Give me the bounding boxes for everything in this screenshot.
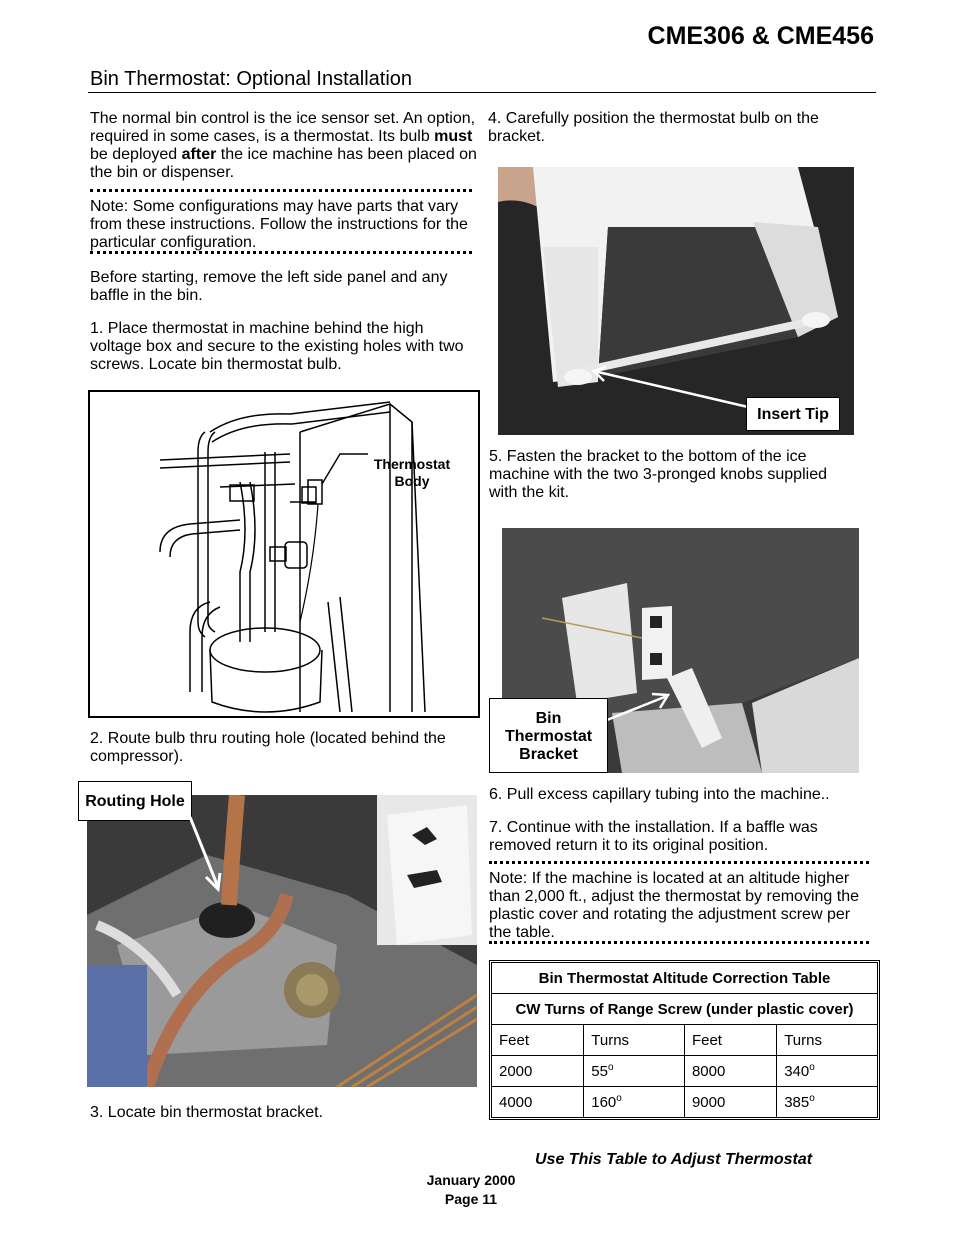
table-title: Bin Thermostat Altitude Correction Table [492,963,878,994]
step-5: 5. Fasten the bracket to the bottom of the ice machine with the two 3-pronged knobs supplied with the kit. [489,448,827,501]
table-row [492,1056,878,1087]
altitude-note: Note: If the machine is located at an altitude higher than 2,000 ft., adjust the thermostat by removing the plastic cover and rotating the adjustment screw per the table. [489,870,859,941]
step-2: 2. Route bulb thru routing hole (located behind the compressor). [90,730,446,765]
dotted-divider [90,251,472,254]
table-subtitle: CW Turns of Range Screw (under plastic cover) [492,994,878,1025]
routing-hole-label: Routing Hole [78,781,192,821]
table-cell: 55$^o$ [584,1056,685,1087]
dotted-divider [489,861,869,864]
dotted-divider [90,189,472,192]
routing-hole-photo [87,795,477,1087]
step-6: 6. Pull excess capillary tubing into the machine.. [489,786,830,803]
step-3: 3. Locate bin thermostat bracket. [90,1104,324,1121]
table-cell: 9000 [684,1087,776,1118]
thermostat-body-label-line2: Body [394,473,430,489]
header-turns: Turns [777,1025,878,1056]
dotted-divider [489,941,869,944]
thermostat-body-label-line1: Thermostat [373,456,451,472]
table-cell: 4000 [492,1087,584,1118]
bin-thermostat-bracket-label-line3: Bracket [519,746,578,763]
insert-tip-label: Insert Tip [746,397,840,431]
note-paragraph: Note: Some configurations may have parts that vary from these instructions. Follow the instructions for the particular configuration. [90,198,468,251]
bin-thermostat-bracket-label [489,698,608,773]
table-row [492,1087,878,1118]
bracket-bulb-photo [498,167,854,435]
thermostat-drawing-figure [88,390,480,718]
footer-page-number: Page 11 [444,1191,498,1207]
header-rule [88,92,876,93]
header-turns: Turns [584,1025,685,1056]
table-cell: 385$^o$ [777,1087,878,1118]
bin-thermostat-bracket-label-line1: Bin [535,710,562,727]
intro-paragraph: The normal bin control is the ice sensor set. An option, required in some cases, is a thermostat. Its bulb must be deployed after the ice machine has been placed on the bin or dispenser. [90,110,477,181]
step-4: 4. Carefully position the thermostat bulb on the bracket. [488,110,819,145]
section-title: Bin Thermostat: Optional Installation [90,68,413,90]
model-title: CME306 & CME456 [647,22,874,50]
table-header-row [492,1025,878,1056]
footer-date: January 2000 [426,1172,516,1188]
bin-thermostat-bracket-label-line2: Thermostat [504,728,593,745]
thermostat-line-drawing [90,392,478,716]
header-feet: Feet [684,1025,776,1056]
table-cell: 340$^o$ [777,1056,878,1087]
altitude-correction-table [491,962,878,1118]
routing-hole-photo-art [87,795,477,1087]
table-cell: 160$^o$ [584,1087,685,1118]
bracket-bulb-photo-art [498,167,854,435]
header-feet: Feet [492,1025,584,1056]
step-7: 7. Continue with the installation. If a baffle was removed return it to its original position. [489,819,818,854]
table-cell: 8000 [684,1056,776,1087]
table-caption: Use This Table to Adjust Thermostat [535,1151,813,1168]
table-cell: 2000 [492,1056,584,1087]
altitude-table-frame [489,960,880,1120]
step-1: 1. Place thermostat in machine behind the high voltage box and secure to the existing holes with two screws. Locate bin thermostat bulb. [90,320,464,373]
routing-hole-arrow [180,815,230,895]
before-paragraph: Before starting, remove the left side panel and any baffle in the bin. [90,269,448,304]
